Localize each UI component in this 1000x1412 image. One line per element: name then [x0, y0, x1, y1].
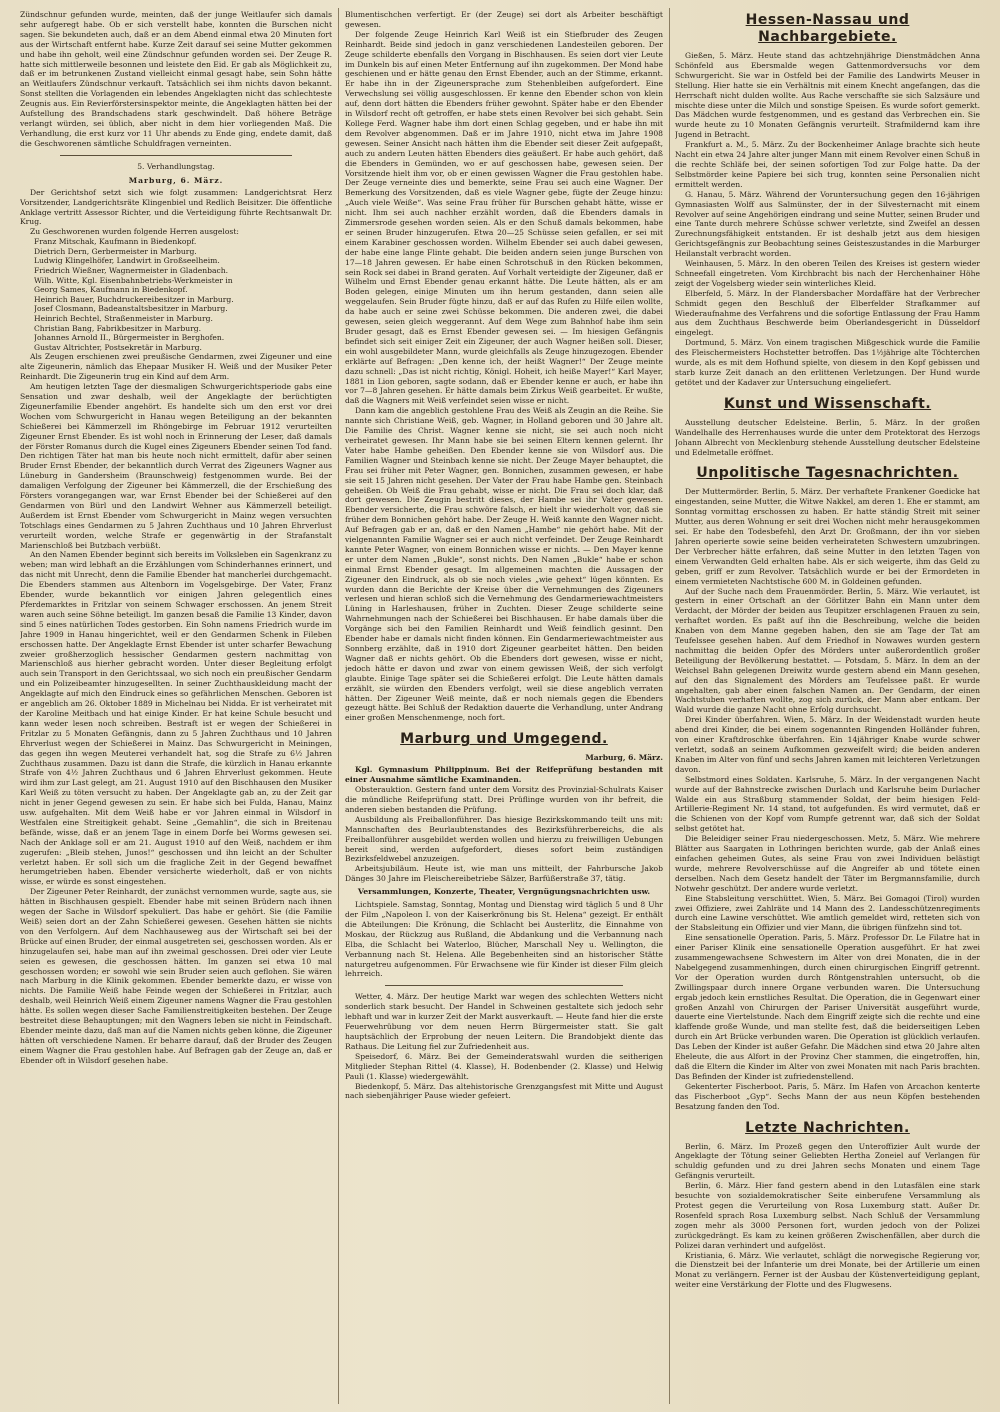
section-heading-letzte: Letzte Nachrichten.	[745, 1119, 910, 1136]
daily-news-item: Selbstmord eines Soldaten. Karlsruhe, 5. März. In der vergangenen Nacht wurde auf der Bahnstrecke zwischen Durlach und Karlsruhe beim Durlacher Walde ein aus Straßburg stammender Soldat, der beim hiesigen Feld-Artillerie-Regiment Nr. 14 stand, tot aufgefunden. Es wird vermutet, daß er die Schienen von der Kopf vom Rumpfe getrennt war, daß sich der Soldat selbst getötet hat.	[675, 774, 980, 834]
regional-news-item: Dortmund, 5. März. Von einem tragischen Mißgeschick wurde die Familie des Fleischermeisters Hochstetter betroffen. Das 1½jährige alte Töchterchen wurde, als es mit dem Hofhund spielte, von diesem in den Kopf gebissen und starb kurze Zeit danach an den erlittenen Verletzungen. Der Hund wurde getötet und der Kadaver zur Untersuchung eingeliefert.	[675, 338, 980, 387]
subsection-heading: Versammlungen, Konzerte, Theater, Vergnügungsnachrichten usw.	[357, 887, 651, 897]
juror-item: Dietrich Dern, Gerbermeister in Marburg.	[34, 246, 197, 256]
juror-item: Christian Bang, Fabrikbesitzer in Marburg.	[34, 323, 202, 333]
column-2	[345, 10, 663, 1402]
juror-item: Josef Closmann, Badeanstaltsbesitzer in Marburg.	[34, 304, 228, 314]
article-paragraph: Blumentischchen verfertigt. Er (der Zeuge) sei dort als Arbeiter beschäftigt gewesen.	[345, 10, 663, 29]
article-paragraph: Am heutigen letzten Tage der diesmaligen Schwurgerichtsperiode gabs eine Sensation und zwar deshalb, weil der Angeklagte der berüchtigten Zigeunerfamilie Ebender angehört. Es handelte sich um den erst vor drei Wochen vom Schwurgericht in Hanau wegen Beteiligung an der bekannten Schießerei bei Kämmerzell im Rhöngebirge im Februar 1912 verurteilten Zigeuner Ernst Ebender. Es ist wohl noch in Erinnerung der Leser, daß damals der Förster Romanus durch die Kugel eines Zigeuners Ebender seinen Tod fand. Den richtigen Täter hat man bis heute noch nicht ermittelt, dafür aber seinen Bruder Ernst Ebender, der bekanntlich durch Verrat des Zigeuners Wagner aus Lüneburg in Gandersheim (Braunschweig) festgenommen wurde. Bei der damaligen Verfolgung der Zigeuner bei Kämmerzell, die der Erschießung des Försters vorangegangen war, war Ernst Ebender bei der Schießerei auf den Gendarmen von Bürl und den Landwirt Wehner aus Kämmerzell beteiligt. Außerdem ist Ernst Ebender vom Schwurgericht in Mainz wegen versuchten Totschlags eines Gendarmen zu 5 Jahren Zuchthaus und 10 Jahren Ehrverlust verurteilt worden, welche Strafe er gegenwärtig in der Strafanstalt Marienschloß bei Butzbach verbüßt.	[20, 382, 332, 550]
latest-news-item: Berlin, 6. März. Hier fand gestern abend in den Lutasfälen eine stark besuchte von sozialdemokratischer Seite einberufene Versammlung als Protest gegen die Verurteilung von Rosa Luxemburg statt. Außer Dr. Rosenfeld sprach Rosa Luxemburg selbst. Nach Schluß der Versammlung zogen mehr als 3000 Personen fort, wurden jedoch von der Polizei zurückgedrängt. Es kam zu keinen größeren Zwischenfällen, aber durch die Polizei daran verhindert und aufgelöst.	[675, 1181, 980, 1250]
daily-news-item: Eine Stabsleitung verschüttet. Wien, 5. März. Bei Gomagoi (Tirol) wurden zwei Offiziere, zwei Zahlräte und 14 Mann des 2. Landesschützenregiments durch eine Lawine verschüttet. Wie amtlich gemeldet wird, retteten sich von der Stabsleitung ein Offizier und vier Mann, die übrigen fünfzehn sind tot.	[675, 893, 980, 933]
regional-news-item: Elberfeld, 5. März. In der Flandersbacher Mordaffäre hat der Verbrecher Schmidt gegen den Beschluß der Elberfelder Strafkammer auf Wiederaufnahme des Verfahrens und die sofortige Entlassung der Frau Hamm aus dem Zuchthaus Beschwerde beim Oberlandesgericht in Düsseldorf eingelegt.	[675, 288, 980, 338]
juror-item: Wilh. Witte, Kgl. Eisenbahnbetriebs-Werkmeister in	[34, 275, 233, 285]
section-heading-hessen: Hessen-Nassau und Nachbargebiete.	[745, 12, 910, 45]
court-paragraph: Der Gerichtshof setzt sich wie folgt zusammen: Landgerichtsrat Herz Vorsitzender, Landgerichtsräte Klingenbiel und Redlich Beisitzer. Die öffentliche Anklage vertritt Assessor Richter, und die Verteidigung führte Rechtsanwalt Dr. Krug.	[20, 187, 332, 227]
separator	[60, 155, 292, 156]
separator	[385, 985, 623, 986]
daily-news-item: Der Muttermörder. Berlin, 5. März. Der verhaftete Frankener Goedicke hat eingestanden, seine Mutter, die Witwe Nakkel, am deren 1. Ehe er stammt, am Sonntag vormittag erschossen zu haben. Er hatte ständig Streit mit seiner Mutter, aus deren Wohnung er seit drei Wochen nicht mehr herausgekommen sei. Er habe den Todesbefehl, den Arzt Dr. Großmann, der ihn vor sieben Jahren operierte sowie seine beiden verheirateten Schwestern umzubringen. Der Verbrecher hätte erfahren, daß seine Mutter in den letzten Tagen von einem Verwandten Geld erhalten habe. Als er sich weigerte, ihm das Geld zu geben, griff er zum Revolver. Tatsächlich wurde er bei der Ermordeten in einem vermieteten Nachtstische 600 M. in Goldeinen gefunden.	[675, 487, 980, 586]
dateline: Marburg, 6. März.	[585, 753, 663, 763]
section-heading-tagesnachrichten: Unpolitische Tagesnachrichten.	[696, 465, 959, 482]
column-1	[20, 10, 332, 1402]
latest-news-item: Berlin, 6. März. Im Prozeß gegen den Unteroffizier Ault wurde der Angeklagte der Tötung seiner Geliebten Hertha Zoneiel auf Verlangen für schuldig gefunden und zu drei Jahren sechs Monaten und einem Tage Gefängnis verurteilt.	[675, 1141, 980, 1181]
juror-item: Friedrich Wießner, Wagnermeister in Gladenbach.	[34, 266, 229, 275]
column-3	[675, 10, 980, 1402]
juror-item: Ludwig Klingelhöfer, Landwirt in Großseelheim.	[34, 256, 220, 266]
section-heading-marburg: Marburg und Umgegend.	[400, 731, 608, 748]
juror-item: Johannes Arnold II., Bürgermeister in Berghofen.	[34, 333, 225, 343]
column-rule	[338, 8, 339, 1404]
jury-intro: Zu Geschworenen wurden folgende Herren ausgelost:	[30, 227, 239, 237]
column-rule	[669, 8, 670, 1404]
local-news-item: Lichtspiele. Samstag, Sonntag, Montag und Dienstag wird täglich 5 und 8 Uhr der Film „Napoleon I. von der Kaiserkrönung bis St. Helena“ gezeigt. Er enthält die Abteilungen: Die Krönung, die Schlacht bei Austerlitz, die Einnahme von Moskau, der Rückzug aus Rußland, die Abdankung und die Verbannung nach Elba, die Schlacht bei Waterloo, Blücher, Marschall Ney u. Wellington, die Verbannung nach St. Helena. Alle Begebenheiten sind an historischer Stätte naturgetreu aufgenommen. Für Erwachsene wie für Kinder ist dieser Film gleich lehrreich.	[345, 900, 663, 979]
culture-news-item: Ausstellung deutscher Edelsteine. Berlin, 5. März. In der großen Wandelhalle des Herrenhauses wurde die unter dem Protektorat des Herzogs Johann Albrecht von Mecklenburg stehende Ausstellung deutscher Edelsteine und Edelmetalle eröffnet.	[675, 417, 980, 457]
local-news-item: Biedenkopf, 5. März. Das altehistorische Grenzgangsfest mit Mitte und August nach siebenjähriger Pause wieder gefeiert.	[345, 1081, 663, 1101]
local-news-item: Obsterauktion. Gestern fand unter dem Vorsitz des Provinzial-Schulrats Kaiser die mündliche Reifeprüfung statt. Drei Prüflinge wurden von ihr befreit, die anderen sieben bestanden die Prüfung.	[345, 785, 663, 814]
local-news-item: Speisedorf, 6. März. Bei der Gemeinderatswahl wurden die seitherigen Mitglieder Stephan Rittel (4. Klasse), H. Bodenbender (2. Klasse) und Helwig Pauli (1. Klasse) wiedergewählt.	[345, 1051, 663, 1081]
regional-news-item: Frankfurt a. M., 5. März. Zu der Bockenheimer Anlage brachte sich heute Nacht ein etwa 24 Jahre alter junger Mann mit einem Revolver einen Schuß in die rechte Schläfe bei, der seinen sofortigen Tod zur Folge hatte. Da der Selbstmörder keine Papiere bei sich trug, konnten seine Personalien nicht ermittelt werden.	[675, 140, 980, 189]
daily-news-item: Drei Kinder überfahren. Wien, 5. März. In der Weidenstadt wurden heute abend drei Kinder, die bei einem sogenannten Ringenden Holländer fuhren, von einer Kraftdroschke überfahren. Ein 14jähriger Knabe wurde schwer verletzt, sodaß an seinem Aufkommen gezweifelt wird; die beiden anderen Knaben im Alter von fünf und sechs Jahren kamen mit leichteren Verletzungen davon.	[675, 715, 980, 774]
section-heading-kunst: Kunst und Wissenschaft.	[723, 395, 932, 412]
local-news-item: Ausbildung als Freiballonführer. Das hiesige Bezirkskommando teilt uns mit: Mannschaften des Beurlaubtenstandes des Bezirksführerbereichs, die als Freiballonführer ausgebildet werden wollen und hierzu zu freiwilligen Uebungen bereit sind, werden aufgefordert, dieses sofort beim zuständigen Bezirksfeldwebel anzuzeigen.	[345, 814, 663, 864]
regional-news-item: G. Hanau, 5. März. Während der Voruntersuchung gegen den 16-jährigen Gymnasiasten Wolff aus Salmünster, der in der Silvesternacht mit einem Revolver auf seine Angehörigen eindrang und seine Mutter, seinen Bruder und eine Tante durch mehrere Schüsse schwer verletzte, sind Zweifel an dessen Zurechnungsfähigkeit entstanden. Er ist deshalb jetzt aus dem hiesigen Gerichtsgefängnis zur Beobachtung seines Geisteszustandes in die Marburger Heilanstalt verbracht worden.	[675, 189, 980, 259]
article-paragraph: Der Zigeuner Peter Reinhardt, der zunächst vernommen wurde, sagte aus, sie hätten in Bischhausen gespielt. Ebender habe mit seinen Brüdern nach ihnen wegen der Sache in Wilsdorf spekuliert. Das habe er gehört. Sie (die Familie Weiß) seien dort an der Zahn Schießerei gewesen. Gesehen hätten sie nichts von den Verfolgern. Auf dem Nachhauseweg aus der Wirtschaft sei bei der Brücke auf einen Bruder, der einmal ausgetreten sei, geschossen worden. Als er hinzugelaufen sei, habe man auf ihn zweimal geschossen. Drei oder vier Leute seien es gewesen, die geschossen hätten. Im ganzen sei etwa 10 mal geschossen worden; er sowohl wie sein Bruder seien auch geflohen. Sie wären nach Marburg in die Klinik gekommen. Ebender bemerkte dazu, er wisse von nichts. Die Familie Weiß habe Feinde wegen der Schießerei in Fritzlar, auch deshalb, weil Heinrich Weiß einem Zigeuner namens Wagner die Frau gestohlen hätte. Es sollen wegen dieser Sache Familienstreitigkeiten bestehen. Der Zeuge bestreitet diese Behauptungen; mit den Wagners leben sie nicht in Feindschaft. Ebender meinte dazu, daß man auf die Namen nichts geben könne, die Zigeuner hätten oft verschiedene Namen. Er beharre darauf, daß der Bruder des Zeugen einem Wagner die Frau gestohlen habe. Auf Befragen gab der Zeuge an, daß er Ebender oft in Wilsdorf gesehen habe.	[20, 887, 332, 1065]
article-paragraph: An den Namen Ebender beginnt sich bereits im Volksleben ein Sagenkranz zu weben; man wird lebhaft an die Erzählungen vom Schinderhannes erinnert, und das nicht mit Unrecht, denn die Familie Ebender hat mancherlei durchgemacht. Die Ebenders stammen aus Altenborn im Vogelsgebirge. Der Vater, Franz Ebender, wurde bekanntlich vor einigen Jahren gelegentlich eines Pferdemarktes in Fritzlar von seinem Schwager erschossen. An jenem Streit waren auch seine Söhne beteiligt. Im ganzen besaß die Familie 13 Kinder, davon sind 5 eines natürlichen Todes gestorben. Ein Sohn namens Friedrich wurde im Jahre 1909 in Hanau hingerichtet, weil er den Gendarmen Schenk in Fileben erschossen hatte. Der Angeklagte Ernst Ebender ist unter scharfer Bewachung zweier großherzoglich hessischer Gendarmen gestern nachmittag von Marienschloß aus hierher gebracht worden. Unter dieser Begleitung erfolgt auch sein Transport in den Gerichtssaal, wo sich noch ein preußischer Gendarm und ein Polizeibeamter hinzugesellten. In seiner Zuchthauskleidung macht der Angeklagte auf mich den Eindruck eines so gefährlichen Menschen. Geboren ist er angeblich am 26. Oktober 1889 in Michelnau bei Nidda. Er ist verheiratet mit der Karoline Meitbach und hat einige Kinder. Er hat keine Schule besucht und kann weder lesen noch schreiben. Bestraft ist er wegen der Schießerei in Fritzlar zu 5 Monaten Gefängnis, dann zu 5 Jahren Zuchthaus und 10 Jahren Ehrverlust wegen der Schießerei in Mainz. Das Schwurgericht in Meiningen, das gegen ihn wegen Meuterei verhandelt hat, sog die Strafe zu 6½ Jahren Zuchthaus zusammen. Dazu ist dann die Strafe, die kürzlich in Hanau erkannte Strafe von 4½ Jahren Zuchthaus und 6 Jahren Ehrverlust gekommen. Heute wird ihm zur Last gelegt, am 21. August 1910 auf den Bischhausen den Musiker Karl Weiß zu töten versucht zu haben. Der Angeklagte gab an, zu der Zeit gar nicht in jener Gegend gewesen zu sein. Er habe sich bei Fulda, Hanau, Mainz usw. aufgehalten. Mit dem Weiß habe er vor Jahren einmal in Wilsdorf in Westfalen eine Streitigkeit gehabt. Seine „Gemahlin“, die sich in Breitenau befände, wisse, daß er an jenem Tage in einem Dorfe bei Worms gewesen sei. Nach der Anklage soll er am 21. August 1910 auf den Weiß, nachdem er ihm zugerufen: „Bleib stehen, Junos!“ geschossen und ihn leicht an der Schulter verletzt haben. Er soll sich um die fragliche Zeit in der Gegend bewaffnet herumgetrieben haben. Ebender versicherte wiederholt, daß er von nichts wisse, er würde es sonst eingestehen.	[20, 550, 332, 887]
dateline: Marburg, 6. März.	[128, 175, 224, 185]
local-news-item: Kgl. Gymnasium Philippinum. Bei der Reifeprüfung bestanden mit einer Ausnahme sämtliche Examinanden.	[345, 765, 663, 785]
regional-news-item: Gießen, 5. März. Heute stand das achtzehnjährige Dienstmädchen Anna Schönfeld aus Ebersmalde wegen Gattenmordversuchs vor dem Schwurgericht. Sie war in Ostfeld bei der Familie des Landwirts Meuser in Stellung. Hier hatte sie ein Verhältnis mit einem Knecht angefangen, das die Herrschaft nicht dulden wollte. Aus Rache verschaffte sie sich Salzsäure und mischte diese unter die Milch und sonstige Speisen. Es wurde sofort gemerkt. Das Mädchen wurde festgenommen, und es gestand das Verbrechen ein. Sie wurde heute zu 10 Monaten Gefängnis verurteilt. Strafmildernd kam ihre Jugend in Betracht.	[675, 51, 980, 140]
juror-item: Franz Mitschak, Kaufmann in Biedenkopf.	[34, 237, 197, 247]
juror-item: Georg Sames, Kaufmann in Biedenkopf.	[34, 285, 188, 295]
local-news-item: Arbeitsjubiläum. Heute ist, wie man uns mitteilt, der Fahrbursche Jakob Dänges 30 Jahre im Fleischereibetriebe Sälzer, Barfüßerstraße 37, tätig.	[345, 864, 663, 884]
daily-news-item: Die Beleidiger seiner Frau niedergeschossen. Metz, 5. März. Wie mehrere Blätter aus Saargaten in Lothringen berichten wurde, gab der Anlaß eines einfachen geheimen Gutes, als seine Frau von zwei Individuen belästigt wurde, mehrere Revolverschüsse auf die Angreifer ab und tötete einen derselben. Nach dem Gesetz handelt der Täter im Bergmannsfamilie, durch Notwehr geschützt. Der andere wurde verletzt.	[675, 834, 980, 893]
juror-item: Heinrich Bechtel, Straßenmeister in Marburg.	[34, 313, 213, 323]
juror-list	[20, 237, 332, 352]
juror-item: Gustav Altrichter, Postsekretär in Marburg.	[34, 342, 202, 352]
article-paragraph: Dann kam die angeblich gestohlene Frau des Weiß als Zeugin an die Reihe. Sie nannte sich Christiane Weiß, geb. Wagner, in Holland geboren und 30 Jahre alt. Die Familie des Christ. Wagner kenne sie nicht, sie sei auch noch nicht verheiratet gewesen. Ihr Mann habe sie bei seinen Eltern kennen gelernt. Ihr Vater habe Hambe geheißen. Den Ebender kenne sie von Wilsdorf aus. Die Familien Wagner und Steinbach kenne sie nicht. Der Zeuge Mayer behauptet, die Frau sei früher mit Peter Wagner, gen. Bonnichen, zusammen gewesen, er habe sie seit 15 Jahren nicht gesehen. Der Vater der Frau habe Hambe gen. Steinbach geheißen. Ob Weiß die Frau gehabt, wisse er nicht. Die Frau sei doch klar, daß dort gewesen. Die Zeugin bestritt dieses, der Hambe sei ihr Vater gewesen. Ebender versicherte, die Frau schwöre falsch, er hielt ihr wiederholt vor, daß sie früher dem Bonnichen gehört habe. Der Zeuge H. Weiß kannte den Wagner nicht. Auf Befragen gab er an, daß er den Namen „Hambe“ nie gehört habe. Mit der vielgenannten Familie Wagner sei er auch nicht verfeindet. Der Zeuge Reinhardt kannte Peter Wagner, von einem Bonnichen wisse er nichts. — Den Mayer kenne er unter dem Namen „Bukle“, sonst nichts. Den Namen „Bukle“ habe er schon einmal Ernst Ebender gesagt. Im allgemeinen machten die Aussagen der Zigeuner den Eindruck, als ob sie noch vieles „wie gehext“ lügen könnten. Es wurden dann die Berichte der Kreise über die Vernehmungen des Zigeuners verlesen und hieran schloß sich die Vernehmung des Gendarmeriewachtmeisters Lüning in Harleshausen, früher in Zuchten. Dieser Zeuge schilderte seine Wahrnehmungen nach der Schießerei bei Bischhausen. Er habe damals über die Vorgänge sich bei den Familien Reinhardt und Weiß feindlich gesinnt. Den Ebender habe er damals nicht finden können. Ein Gendarmeriewachtmeister aus Sonnberg erzählte, daß in 1910 dort Zigeuner gearbeitet hätten. Den beiden Wagner daß er nichts gehört. Ob die Ebenders dort gewesen, wisse er nicht, jedoch hätte er davon und zwar von einem gewissen Weiß, der sich verfolgt glaubte. Einige Tage später sei die Schießerei erfolgt. Die Leute hätten damals erzählt, sie würden den Ebenders verfolgt, weil sie diese angeblich verraten hätten. Der Zigeuner Weiß meinte, daß er noch niemals gegen die Ebenders gezeugt hätte. Bei Schluß der Redaktion dauerte die Verhandlung, unter Andrang einer großen Menschenmenge, noch fort.	[345, 406, 663, 723]
witness-paragraph: Als Zeugen erschienen zwei preußische Gendarmen, zwei Zigeuner und eine alte Zigeunerin, nämlich das Ehepaar Musiker H. Weiß und der Musiker Peter Reinhardt. Die Zigeunerin trug ein Kind auf dem Arm.	[20, 352, 332, 382]
regional-news-item: Weinhausen, 5. März. In den oberen Teilen des Kreises ist gestern wieder Schneefall eingetreten. Vom Kirchbracht bis nach der Herchenhainer Höhe zeigt der Vogelsberg wieder sein winterliches Kleid.	[675, 259, 980, 288]
latest-news-item: Kristiania, 6. März. Wie verlautet, schlägt die norwegische Regierung vor, die Dienstzeit bei der Infanterie um drei Monate, bei der Artillerie um einen Monat zu verlängern. Ferner ist der Ausbau der Küstenverteidigung geplant, weiter eine Verstärkung der Flotte und des Flugwesens.	[675, 1250, 980, 1290]
daily-news-item: Eine sensationelle Operation. Paris, 5. März. Professor Dr. Le Filatre hat in einer Pariser Klinik eine sensationelle Operation ausgeführt. Er hat zwei zusammengewachsene Schwestern im Alter von drei Monaten, die in der Nabelgegend zusammenhingen, durch einen chirurgischen Eingriff getrennt. Vor der Operation wurden durch Röntgenstrahlen untersucht, ob die Zwillingspaar durch innere Organe verbunden waren. Die Untersuchung ergab jedoch kein ernstliches Resultat. Die Operation, die in Gegenwart einer großen Anzahl von Chirurgen der Pariser Universität ausgeführt wurde, dauerte eine Viertelstunde. Nach dem Eingriff zeigte sich die rechte und eine klaffende große Wunde, und man stellte fest, daß die beiderseitigen Leben durch ein Art Brücke verbunden waren. Die Operation ist glücklich verlaufen. Das Leben der Kinder ist außer Gefahr. Die Mädchen sind etwa 20 Jahre alten Eheleute, die aus Alfort in der Provinz Cher stammen, die eingetroffen, hin, daß die Eltern die Kinder im Alter von zwei Monaten mit nach Paris brachten. Das Befinden der Kinder ist zufriedenstellend.	[675, 933, 980, 1081]
local-news-item: Wetter, 4. März. Der heutige Markt war wegen des schlechten Wetters nicht sonderlich stark besucht. Der Handel in Schweinen gestaltete sich jedoch sehr lebhaft und war in kurzer Zeit der Markt ausverkauft. — Heute fand hier die erste Feuerwehrübung vor dem neuen Herrn Bürgermeister statt. Sie galt hauptsächlich der Erprobung der neuen Leitern. Die Brandobjekt diente das Rathaus. Die Leitung fiel zur Zufriedenheit aus.	[345, 992, 663, 1051]
article-paragraph: Der folgende Zeuge Heinrich Karl Weiß ist ein Stiefbruder des Zeugen Reinhardt. Beide sind jedoch in ganz verschiedenen Landesteilen geboren. Der Zeuge schilderte ebenfalls den Vorgang in Bischhausen. Es seien dort vier Leute im Dunkeln bis auf einen Meter Entfernung auf ihn zugekommen. Der Mond habe geschienen und er hätte genau den Ernst Ebender, auch an der Stimme, erkannt. Er habe ihn in der Zigeunersprache zum Stehenbleiben aufgefordert. Eine Verwechslung sei völlig ausgeschlossen. Er kenne den Ebender schon von klein auf, denn dort hätten die Ebenders früher gewohnt. Später habe er den Ebender in Wilsdorf recht oft getroffen, er habe stets einen Revolver bei sich gehabt. Sein Kollege Ferd. Wagner habe ihm dort einen Schlag gegeben, und er habe ihn mit dem Revolver abgenommen. Daß er im Jahre 1910, nicht etwa im Jahre 1908 gewesen. Seiner Ansicht nach hätten ihm die Ebender seit dieser Zeit aufgepaßt, auch zu andern Leuten hätten Ebenders dies geäußert. Er habe auch gehört, daß die Ebenders in Gemünden, wo er auf geschossen habe, gewesen seien. Der Vorsitzende hielt ihm vor, ob er einen gewissen Wagner die Frau gestohlen habe. Der Zeuge verneinte dies und bemerkte, seine Frau sei auch eine Wagner. Der Bemerkung des Vorsitzenden, daß es viele Wagner gebe, fügte der Zeuge hinzu: „Auch viele Weiße“. Was seine Frau früher für Burschen gehabt hätte, wisse er nicht. Ihm sei auch nachher erzählt worden, daß die Ebenders damals in Zimmersrode gesehen worden seien. Als er den Schuß damals bekommen, habe er seinen Bruder hinzugerufen. Etwa 20—25 Schüsse seien gefallen, er sei mit einem Karabiner geschossen worden. Wilhelm Ebender sei auch dabei gewesen, der habe eine lange Flinte gehabt. Die beiden andern seien junge Burschen von 17—18 Jahren gewesen. Er habe einen Schrotschuß in den Rücken bekommen, sein Rock sei dabei in Brand geraten. Auf Vorhalt verteidigte der Zigeuner, daß er Wilhelm und Ernst Ebender genau erkannt hätte. Die Leute hätten, als er am Boden gelegen, einige Minuten um ihn herum gestanden, dann seien alle weggelaufen. Sein Bruder fügte hinzu, daß er auf das Rufen zu Hilfe eilen wollte, da habe auch er seine zwei Schüsse bekommen. Die anderen zwei, die dabei gewesen, seien gleich weggerannt. Auf dem Wege zum Bahnhof habe ihm sein Bruder gesagt, daß es Ernst Ebender gewesen sei. — Im hiesigen Gefängnis befindet sich seit einiger Zeit ein Zigeuner, der auch Wagner heißen soll. Dieser, ein wohl ausgebildeter Mann, wurde gleichfalls als Zeuge hinzugezogen. Ebender erklärte auf Befragen: „Den kenne ich, der heißt Wagner!“ Der Zeuge meinte dazu schnell: „Das ist nicht richtig, Königl. Hoheit, ich heiße Mayer!“ Karl Mayer, 1881 in Lion geboren, sagte sodann, daß er Ebender kenne er auch, er habe ihn vor 7—8 Jahren gesehen. Er hätte damals beim Zirkus Weiß gearbeitet. Er wußte, daß die Wagners mit Weiß verfeindet seien wisse er nicht.	[345, 29, 663, 406]
daily-news-item: Gekenterter Fischerboot. Paris, 5. März. Im Hafen von Arcachon kenterte das Fischerboot „Gyp“. Sechs Mann der aus neun Köpfen bestehenden Besatzung fanden den Tod.	[675, 1081, 980, 1111]
juror-item: Heinrich Bauer, Buchdruckereibesitzer in Marburg.	[34, 294, 234, 304]
daily-news-item: Auf der Suche nach dem Frauenmörder. Berlin, 5. März. Wie verlautet, ist gestern in einer Ortschaft an der Görlitzer Bahn ein Mann unter dem Verdacht, der Mörder der beiden aus Teupitzer erschlagenen Frauen zu sein, verhaftet worden. Es paßt auf ihn die Beschreibung, welche die beiden Knaben von dem Manne gegeben haben, den sie am Tage der Tat am Teufelssee gesehen haben. Auf dem Friedhof in Nowawes wurden gestern nachmittag die beiden Opfer des Mörders unter außerordentlich großer Beteiligung der Bevölkerung bestattet. — Potsdam, 5. März. In dem an der Weichsel Bahn gelegenen Dreiwitz wurde gestern abend ein Mann gesehen, auf den das Signalement des Mörders am Teufelssee paßt. Er wurde angehalten, gab aber einen falschen Namen an. Der Gendarm, der einen Wachtstuben verhaften wollte, zog sich zurück, der Mann aber entkam. Der Wald wurde die ganze Nacht ohne Erfolg durchsucht.	[675, 586, 980, 715]
section-heading: 5. Verhandlungstag.	[137, 161, 215, 171]
trial-text-continued: Zündschnur gefunden wurde, meinten, daß der junge Weitlaufer sich damals sehr aufgeregt habe. Ob er sich verstellt habe, konnten die Burschen nicht sagen. Sie bekundeten auch, daß er an dem Abend einmal etwa 20 Minuten fort aus der Wirtschaft entfernt habe. Kurze Zeit darauf sei seine Mutter gekommen und habe ihn geholt, weil eine Zündschnur gefunden worden sei. Der Zeuge R. hatte sich mittlerweile besonnen und leistete den Eid. Er gab als Möglichkeit zu, daß er im betrunkenen Zustand vielleicht einmal gesagt habe, sein Sohn hätte an Weitlaufers Zündschnur verkauft. Tatsächlich sei ihm nichts davon bekannt. Sonst stellten die Vorlagenden ein lebendes Angeklagten nicht das schlechteste Zeugnis aus. Ein Revierförstersinspektor meinte, die Angeklagten hätten bei der Aufstellung des Brandschadens stark geschwindelt. Daß höhere Beträge verlangt würden, sei üblich, aber nicht in dem hier vorliegenden Maß. Die Verhandlung, die erst kurz vor 11 Uhr abends zu Ende ging, endete damit, daß die Geschworenen sämtliche Schuldfragen verneinten.	[20, 10, 332, 148]
